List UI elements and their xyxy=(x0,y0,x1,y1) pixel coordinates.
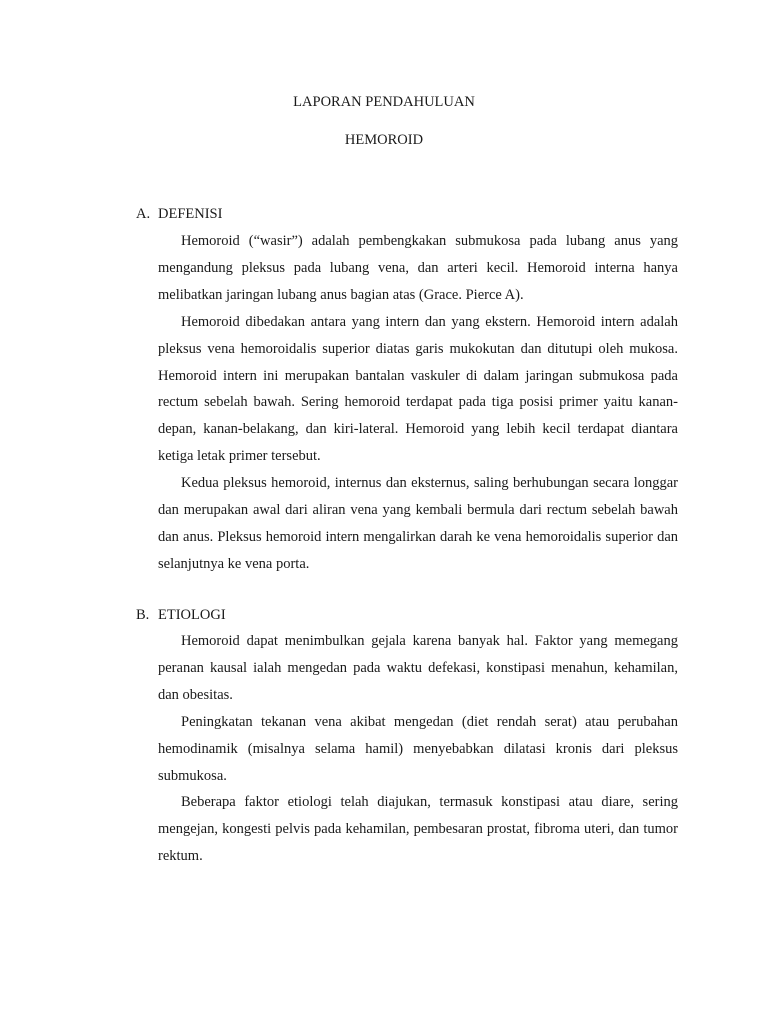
section-body-b xyxy=(158,628,678,870)
paragraph: Peningkatan tekanan vena akibat mengedan (diet rendah serat) atau perubahan hemodinamik (misalnya selama hamil) menyebabkan dilatasi kronis dari pleksus submukosa. xyxy=(158,713,678,784)
paragraph: Kedua pleksus hemoroid, internus dan eksternus, saling berhubungan secara longgar dan merupakan awal dari aliran vena yang kembali bermula dari rectum sebelah bawah dan anus. Pleksus hemoroid intern mengalirkan darah ke vena hemoroidalis superior dan selanjutnya ke vena porta. xyxy=(158,475,678,572)
section-heading-a xyxy=(136,205,222,223)
section-body-a xyxy=(158,228,678,578)
paragraph: Hemoroid dapat menimbulkan gejala karena banyak hal. Faktor yang memegang peranan kausal ialah mengedan pada waktu defekasi, konstipasi menahun, kehamilan, dan obesitas. xyxy=(158,633,678,703)
document-subtitle: HEMOROID xyxy=(344,132,424,148)
section-letter: A. xyxy=(136,206,151,222)
document-title: LAPORAN PENDAHULUAN xyxy=(293,94,475,110)
section-letter: B. xyxy=(136,607,150,623)
section-title: DEFENISI xyxy=(158,206,223,222)
paragraph: Hemoroid (“wasir”) adalah pembengkakan submukosa pada lubang anus yang mengandung pleksus pada lubang vena, dan arteri kecil. Hemoroid interna hanya melibatkan jaringan lubang anus bagian atas (Grace. Pierce A). xyxy=(158,233,678,303)
paragraph: Beberapa faktor etiologi telah diajukan, termasuk konstipasi atau diare, sering mengejan, kongesti pelvis pada kehamilan, pembesaran prostat, fibroma uteri, dan tumor rektum. xyxy=(158,794,678,865)
paragraph: Hemoroid dibedakan antara yang intern dan yang ekstern. Hemoroid intern adalah pleksus vena hemoroidalis superior diatas garis mukokutan dan ditutupi oleh mukosa. Hemoroid intern ini merupakan bantalan vaskuler di dalam jaringan submukosa pada rectum sebelah bawah. Sering hemoroid terdapat pada tiga posisi primer yaitu kanan-depan, kanan-belakang, dan kiri-lateral. Hemoroid yang lebih kecil terdapat diantara ketiga letak primer tersebut. xyxy=(158,313,678,465)
section-heading-b xyxy=(136,606,226,624)
section-title: ETIOLOGI xyxy=(158,607,226,623)
